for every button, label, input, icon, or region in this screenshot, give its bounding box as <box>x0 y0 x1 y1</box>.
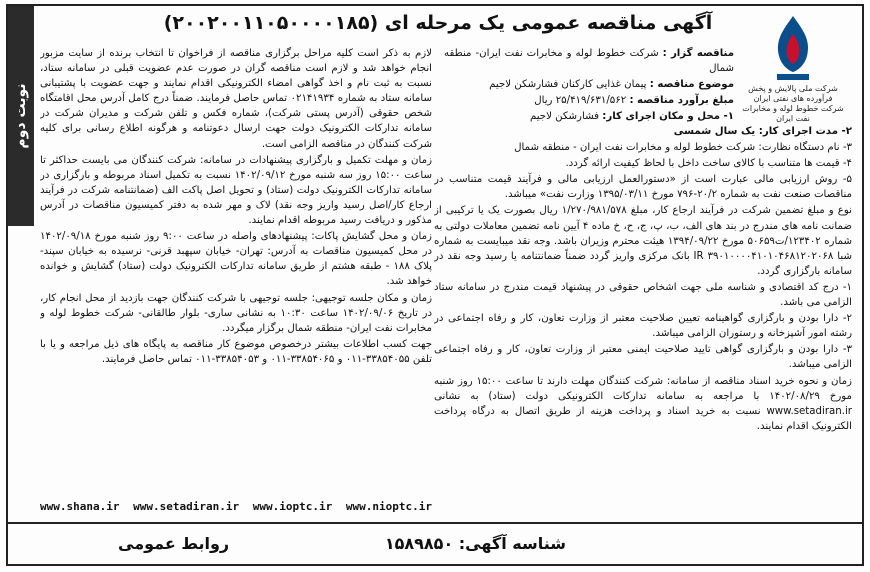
info-line: مبلغ برآورد مناقصه : ۲۵/۴۱۹/۶۳۱/۵۶۲ ریال <box>534 95 734 107</box>
flame-logo-icon <box>763 12 823 84</box>
tender-notice <box>6 4 864 566</box>
detail-item: ۴- قیمت ها متناسب با کالای ساخت داخل با لحاظ کیفیت ارائه گردد. <box>565 158 852 170</box>
info-line: مناقصه گزار : شرکت خطوط لوله و مخابرات نفت ایران- منطقه شمال <box>444 48 734 75</box>
detail-paragraph: لازم به ذکر است کلیه مراحل برگزاری مناقصه از فراخوان تا انتخاب برنده از سایت مزبور انجام خواهد شد و لازم است مناقصه گران در صورت عدم عضویت قبلی در سامانه ستاد، نسبت به ثبت نام و اخذ گواهی امضاء الکترونیکی اقدام نمایند و جهت عضویت با پشتیبانی سامانه ستاد به شماره ۰۲۱۴۱۹۳۴ تماس حاصل فرمایند. ضمناً درج کامل آدرس محل اقامتگاه شخص حقوقی (آدرس پستی شرکت)، شماره فکس و تلفن شرکت و مدیران شرکت در سامانه تدارکات الکترونیک دولت جهت ارسال دعوتنامه و هرگونه اطلاع رسانی برای کلیه شرکت کنندگان در مناقصه الزامی است. <box>40 48 432 150</box>
website-link[interactable]: www.nioptc.ir <box>345 500 432 513</box>
detail-item: ۱- درج کد اقتصادی و شناسه ملی جهت اشخاص حقوقی در پیشنهاد قیمت مندرج در سامانه ستاد الزامی می باشد. <box>434 281 852 309</box>
second-notice-ribbon <box>8 6 34 226</box>
detail-paragraph: زمان و محل گشایش پاکات: پیشنهادهای واصله در ساعت ۹:۰۰ روز شنبه مورخ ۱۴۰۲/۰۹/۱۸ در محل کمیسیون مناقصات به آدرس: تهران- خیابان سپهبد قرنی- نرسیده به خیابان سپند- پلاک ۱۸۸ - طبقه هشتم از طریق سامانه تدارکات الکترونیک دولت (ستاد) گشایش و خوانده خواهد شد. <box>40 231 432 288</box>
logo-caption-1: شرکت ملی پالایش و پخش فرآورده های نفتی ایران <box>748 84 838 103</box>
notice-title: آگهی مناقصه عمومی یک مرحله ای (۲۰۰۲۰۰۱۱۰۵۰۰۰۰۱۸۵) <box>163 12 713 34</box>
detail-item: نوع و مبلغ تضمین شرکت در فرآیند ارجاع کار، مبلغ ۱/۲۷۰/۹۸۱/۵۷۸ ریال بصورت یک یا ترکیبی از ضمانت نامه های مندرج در بند های الف، ب، پ، ج، ح، خ ماده ۴ آیین نامه تضمین معاملات دولتی به شماره ۱۲۳۴۰۲/ت۵۰۶۵۹ مورخ ۱۳۹۴/۰۹/۲۲ هیئت محترم وزیران باشد. وجه نقد میبایست به شماره شبا IR ۳۹۰۱۰۰۰۰۴۱۰۱۰۴۶۸۱۲۰۲۰۶۸ بانک مرکزی واریز گردد ضمناً ضمانتنامه یا رسید وجه نقد در سامانه بارگزاری گردد. <box>434 205 852 277</box>
info-line: ۱- محل و مکان اجرای کار: فشارشکن لاجیم <box>529 111 734 122</box>
tender-details-left <box>40 46 432 514</box>
detail-item: ۳- نام دستگاه نظارت: شرکت خطوط لوله و مخابرات نفت ایران - منطقه شمال <box>514 142 852 154</box>
public-relations: روابط عمومی <box>118 534 230 553</box>
detail-item: ۳- دارا بودن و بارگزاری گواهی تایید صلاحیت ایمنی معتبر از وزارت تعاون، کار و رفاه اجتماعی الزامی میباشد. <box>434 344 852 371</box>
info-line: موضوع مناقصه : پیمان غذایی کارکنان فشارشکن لاجیم <box>489 79 734 91</box>
website-link[interactable]: www.setadiran.ir <box>133 500 240 513</box>
footer-divider <box>8 522 864 524</box>
website-link[interactable]: www.shana.ir <box>40 500 120 513</box>
detail-item: ۲- مدت اجرای کار: یک سال شمسی <box>673 126 852 137</box>
detail-paragraph: زمان و مهلت تکمیل و بارگزاری پیشنهادات در سامانه: شرکت کنندگان می بایست حداکثر تا ساعت ۱۵:۰۰ روز سه شنبه مورخ ۱۴۰۲/۰۹/۱۲ نسبت به تکمیل اسناد مربوطه و بارگزاری در سامانه تدارکات الکترونیک دولت (ستاد) و تحویل اصل پاکت الف (ضمانتنامه شرکت در فرآیند ارجاع کار/اصل رسید واریز وجه نقد) لاک و مهر شده به دفتر کمیسیون مناقصات در آدرس مذکور و دریافت رسید مربوطه اقدام نمایند. <box>40 154 432 227</box>
tender-header-info <box>444 46 734 122</box>
company-logo <box>738 12 848 124</box>
tender-details-right <box>434 124 852 516</box>
logo-caption-2: شرکت خطوط لوله و مخابرات نفت ایران <box>742 104 844 123</box>
detail-item: ۲- دارا بودن و بارگزاری گواهینامه تعیین صلاحیت معتبر از وزارت تعاون، کار و رفاه اجتماعی در رشته امور آشپزخانه و رستوران الزامی میباشد. <box>434 313 852 340</box>
detail-paragraph: جهت کسب اطلاعات بیشتر درخصوص موضوع کار مناقصه به پایگاه های ذیل مراجعه و یا با تلفن ۳۳۸۵۴۰۵۵-۰۱۱ و ۳۳۸۵۴۰۶۵-۰۱۱ و ۳۳۸۵۴۰۵۳-۰۱۱ تماس حاصل فرمایند. <box>40 338 432 365</box>
detail-item: ۵- روش ارزیابی مالی عبارت است از «دستورالعمل ارزیابی مالی و فرآیند قیمت متناسب در مناقصات صنعت نفت به شماره ۲۰/۲-۷۹۶ مورخ ۱۳۹۵/۰۳/۱۱ وزارت نفت» میباشد. <box>434 174 852 201</box>
detail-item: زمان و نحوه خرید اسناد مناقصه از سامانه: شرکت کنندگان مهلت دارند تا ساعت ۱۵:۰۰ روز شنبه مورخ ۱۴۰۲/۰۸/۲۹ با مراجعه به سامانه تدارکات الکترونیکی دولت (ستاد) به نشانی www.setadiran.ir نسبت به خرید اسناد و پرداخت هزینه از طریق اتصال به درگاه پرداخت الکترونیک اقدام نمایند. <box>434 375 852 432</box>
ad-code: شناسه آگهی: ۱۵۸۹۸۵۰ <box>384 534 566 553</box>
notice-footer <box>8 526 864 566</box>
website-list <box>40 500 432 518</box>
detail-paragraph: زمان و مکان جلسه توجیهی: جلسه توجیهی با شرکت کنندگان جهت بازدید از محل انجام کار، در تاریخ ۱۴۰۲/۰۹/۰۶ ساعت ۱۰:۳۰ به نشانی ساری- بلوار طالقانی- شرکت خطوط لوله و مخابرات نفت ایران- منطقه شمال برگزار میگردد. <box>40 292 432 334</box>
website-link[interactable]: www.ioptc.ir <box>252 500 333 513</box>
ribbon-label: نوبت دوم <box>13 83 29 149</box>
